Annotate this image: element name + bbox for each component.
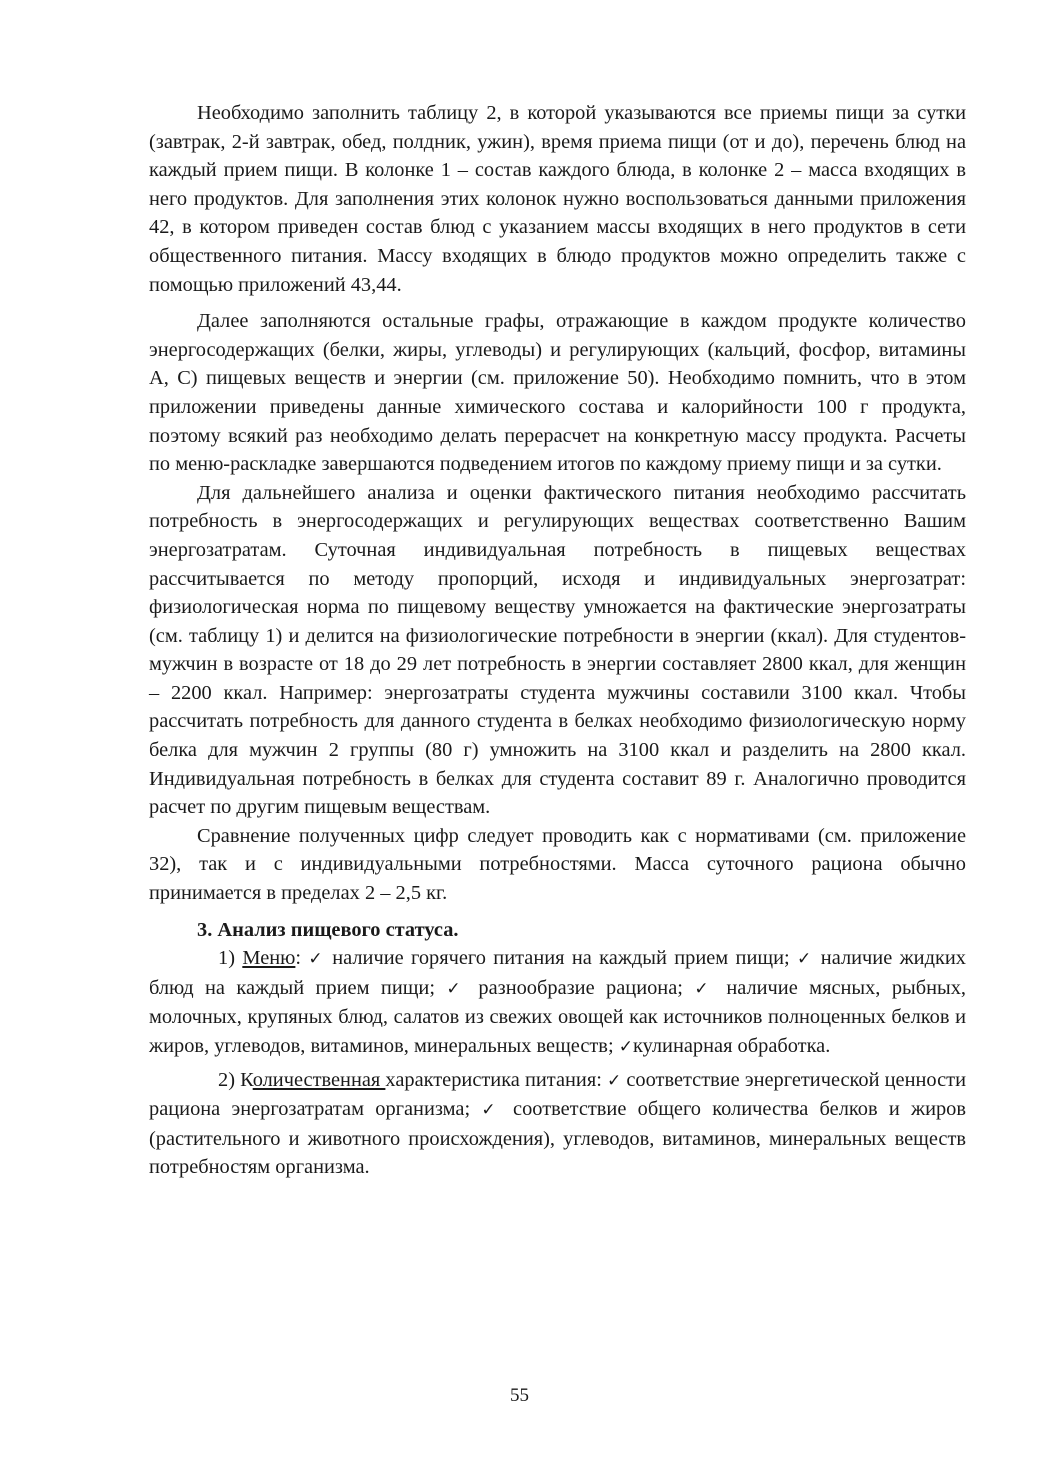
paragraph-table2: Необходимо заполнить таблицу 2, в которой указываются все приемы пищи за сутки (завтрак, 2-й завтрак, обед, полдник, ужин), время приема пищи (от и до), перечень блюд на каждый прием пищи. В колонке 1 – состав каждого блюда, в колонке 2 – масса входящих в него продуктов. Для заполнения этих колонок нужно воспользоваться данными приложения 42, в котором приведен состав блюд с указанием массы входящих в него продуктов в сети общественного питания. Массу входящих в блюдо продуктов можно определить также с помощью приложений 43,44.: [149, 102, 966, 296]
list-number: 1): [218, 947, 243, 970]
page-number: 55: [510, 1385, 529, 1406]
check-icon: ✓: [618, 1037, 633, 1057]
check-icon: ✓: [694, 978, 715, 999]
list-term-quantitative: оличественная: [252, 1068, 386, 1091]
paragraph-other-columns: Далее заполняются остальные графы, отражающие в каждом продукте количество энергосодержащих (белки, жиры, углеводы) и регулирующих (кальций, фосфор, витамины А, С) пищевых веществ и энергии (см. приложение 50). Необходимо помнить, что в этом приложении приведены данные химического состава и калорийности 100 г продукта, поэтому всякий раз необходимо делать перерасчет на конкретную массу продукта. Расчеты по меню-раскладке завершаются подведением итогов по каждому приему пищи и за сутки.: [149, 310, 966, 476]
check-icon: ✓: [481, 1100, 502, 1121]
list-item-menu: 1) Меню: ✓ наличие горячего питания на каждый прием пищи; ✓ наличие жидких блюд на каждый прием пищи; ✓ разнообразие рациона; ✓ наличие мясных, рыбных, молочных, крупяных блюд, салатов из свежих овощей как источников полноценных белков и жиров, углеводов, витаминов, минеральных веществ; ✓кулинарная обработка.: [149, 947, 966, 1057]
check-icon: ✓: [796, 949, 814, 970]
list-number: 2) К: [218, 1068, 253, 1091]
page-body: [149, 99, 966, 1182]
paragraph-needs-calculation: Для дальнейшего анализа и оценки фактического питания необходимо рассчитать потребность в энергосодержащих и регулирующих веществах соответственно Вашим энергозатратам. Суточная индивидуальная потребность в пищевых веществах рассчитывается по методу пропорций, исходя и индивидуальных энергозатрат: физиологическая норма по пищевому веществу умножается на фактические энергозатраты (см. таблицу 1) и делится на физиологические потребности в энергии (ккал). Для студентов-мужчин в возрасте от 18 до 29 лет потребность в энергии составляет 2800 ккал, для женщин – 2200 ккал. Например: энергозатраты студента мужчины составили 3100 ккал. Чтобы рассчитать потребность для данного студента в белках необходимо физиологическую норму белка для мужчин 2 группы (80 г) умножить на 3100 ккал и разделить на 2800 ккал. Индивидуальная потребность в белках для студента составит 89 г. Аналогично проводится расчет по другим пищевым веществам.: [149, 481, 966, 819]
check-icon: ✓: [446, 978, 467, 999]
check-icon: ✓: [606, 1070, 622, 1091]
section-heading: 3. Анализ пищевого статуса.: [197, 918, 459, 941]
check-icon: ✓: [308, 949, 325, 970]
paragraph-comparison: Сравнение полученных цифр следует проводить как с нормативами (см. приложение 32), так и с индивидуальными потребностями. Масса суточного рациона обычно принимается в пределах 2 – 2,5 кг.: [149, 824, 966, 905]
list-term-menu: Меню: [242, 947, 296, 970]
list-item-quantitative: 2) Количественная характеристика питания: ✓ соответствие энергетической ценности рациона энергозатратам организма; ✓ соответствие общего количества белков и жиров (растительного и животного происхождения), углеводов, витаминов, минеральных веществ потребностям организма.: [149, 1068, 967, 1179]
